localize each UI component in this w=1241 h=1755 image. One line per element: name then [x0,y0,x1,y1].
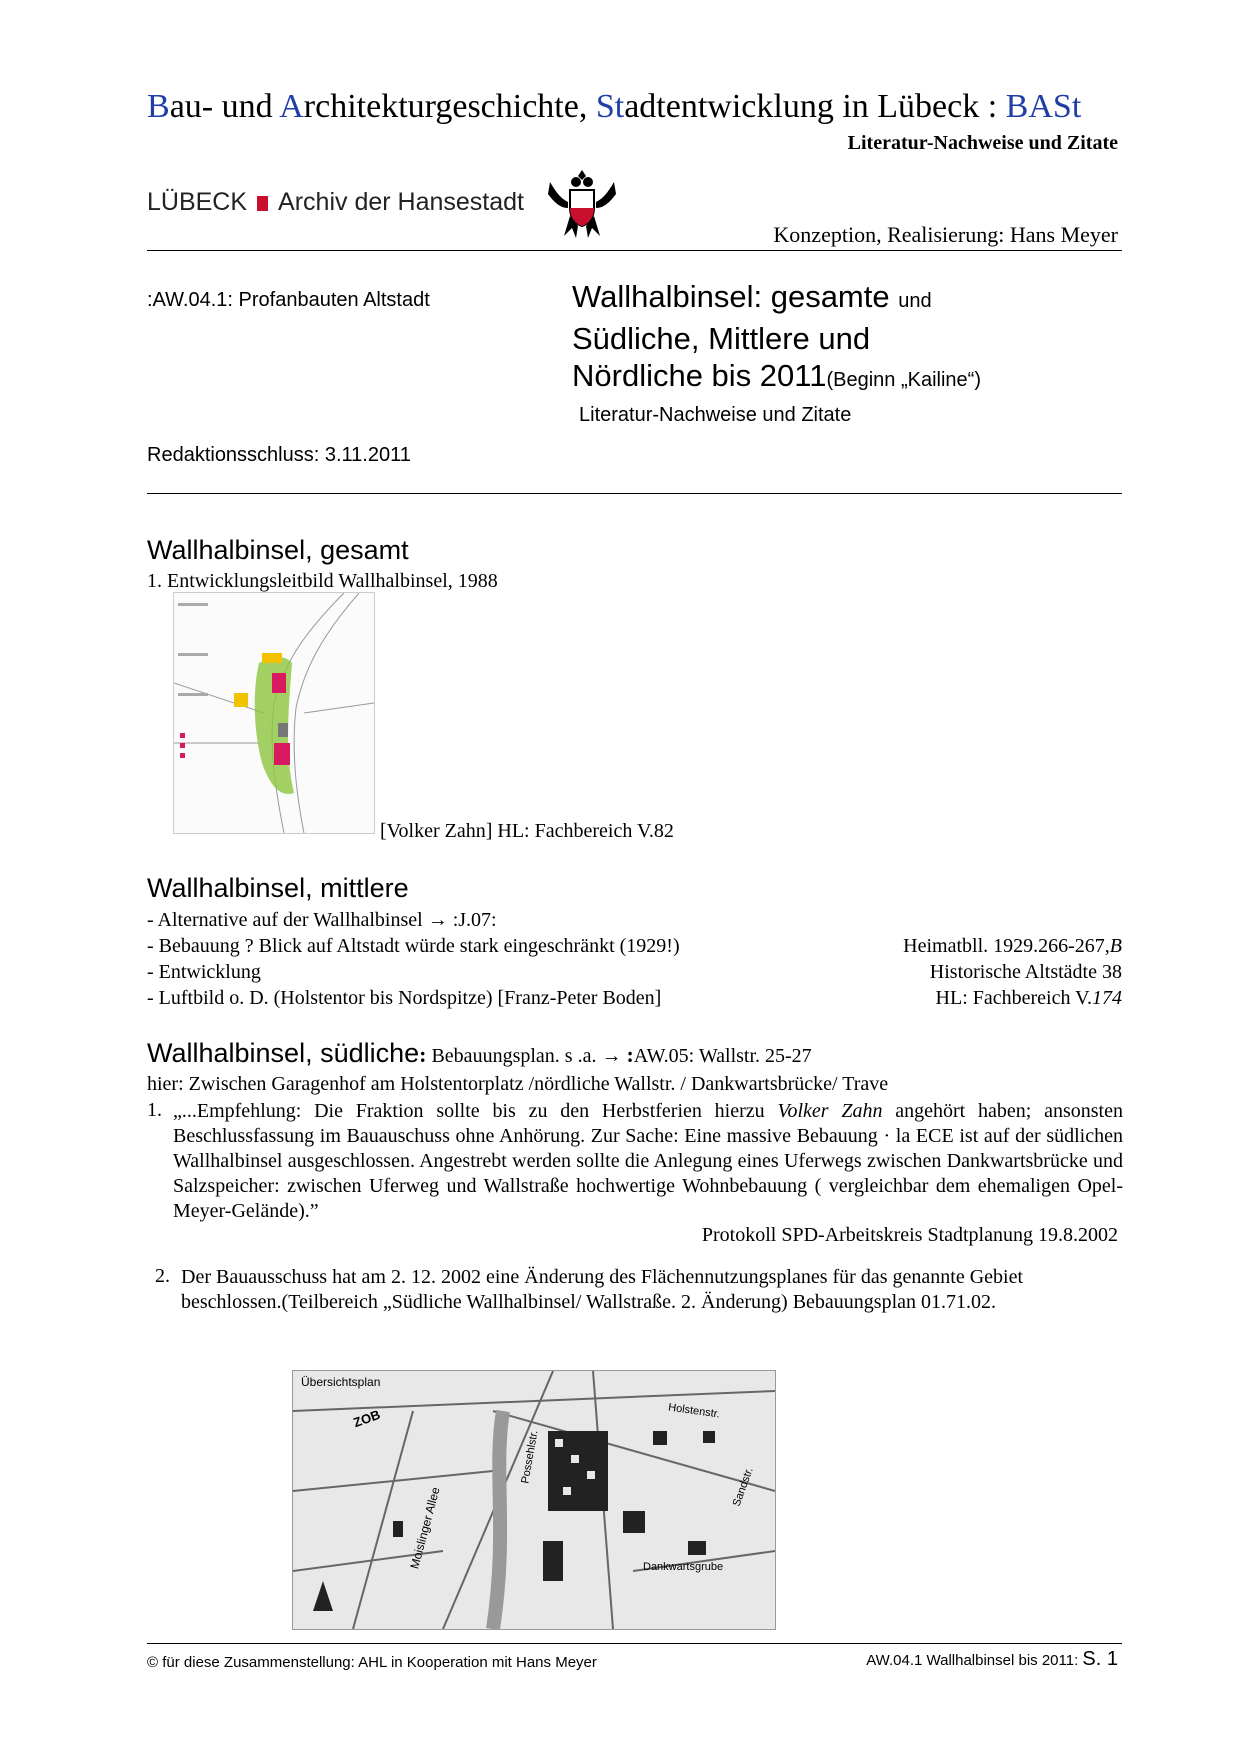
document-subtitle: Literatur-Nachweise und Zitate [579,404,852,426]
heading-wallhalbinsel-mittlere: Wallhalbinsel, mittlere [147,873,409,903]
doc-title-line-1-small: und [898,290,932,312]
header-divider [147,250,1122,251]
logo-luebeck: LÜBECK [147,188,248,216]
redaktion-date: Redaktionsschluss: 3.11.2011 [147,444,411,466]
quote-italic-name: Volker Zahn [777,1100,883,1122]
archive-logo [147,188,524,217]
doc-title-line-3: Nördliche bis 2011 [572,358,827,393]
map-label: Sandstr. [730,1465,756,1509]
site-subtitle: Literatur-Nachweise und Zitate [847,132,1118,154]
uebersichtsplan-map [292,1370,776,1630]
site-title-part: adtentwicklung in Lübeck : [624,88,1006,125]
doc-title-line-1: Wallhalbinsel: gesamte [572,279,890,314]
logo-archiv: Archiv der Hansestadt [278,188,524,216]
heading-ref-target: AW.05: Wallstr. 25-27 [633,1045,812,1067]
row-source-text: Heimatbll. 1929.266-267, [903,935,1110,957]
site-title-part: rchitekturgeschichte, [303,88,596,125]
site-title-part: B [147,88,170,125]
heading-wallhalbinsel-suedliche-line [147,1038,812,1069]
footer-copyright: © für diese Zusammenstellung: AHL in Kooperation mit Hans Meyer [147,1654,597,1671]
item-number: 1. [147,1099,162,1121]
row-text: - Alternative auf der Wallhalbinsel → :J.07: [147,909,497,931]
heading-wallhalbinsel-gesamt: Wallhalbinsel, gesamt [147,535,409,565]
site-title [147,88,1081,126]
row-text: - Luftbild o. D. (Holstentor bis Nordspitze) [Franz-Peter Boden] [147,987,662,1009]
red-square-icon [257,196,268,211]
map-title: Übersichtsplan [301,1375,381,1389]
row-source-italic: B [1109,935,1122,957]
document-title [572,278,981,399]
map-label: Dankwartsgrube [643,1561,724,1573]
map-label: Possehlstr. [519,1429,541,1485]
row-text: - Bebauung ? Blick auf Altstadt würde stark eingeschränkt (1929!) [147,935,680,957]
row-source [936,987,1122,1010]
quote-source: Protokoll SPD-Arbeitskreis Stadtplanung 19.8.2002 [701,1224,1118,1246]
row-source [903,935,1122,958]
quote-text-a: „...Empfehlung: Die Fraktion sollte bis zu den Herbstferien hierzu [173,1100,778,1122]
map1-caption: [Volker Zahn] HL: Fachbereich V.82 [380,820,674,842]
page-number: S. 1 [1082,1648,1118,1670]
footer-doc-ref: AW.04.1 Wallhalbinsel bis 2011: [866,1652,1079,1669]
site-title-part: au- und [169,88,280,125]
map-label: Moislinger Allee [407,1485,443,1571]
heading-colon: : [419,1042,427,1067]
hier-line: hier: Zwischen Garagenhof am Holstentorplatz /nördliche Wallstr. / Dankwartsbrücke/ Trave [147,1073,889,1095]
heading-ref-colon: : [626,1042,634,1067]
site-title-part: St [595,88,625,125]
heading-wallhalbinsel-suedliche: Wallhalbinsel, südliche [147,1038,420,1068]
doc-title-line-2: Südliche, Mittlere und [572,321,871,356]
entwicklungsleitbild-item: 1. Entwicklungsleitbild Wallhalbinsel, 1988 [147,570,498,592]
konzeption-credit: Konzeption, Realisierung: Hans Meyer [773,222,1118,247]
site-title-part: A [279,88,304,125]
doc-title-line-3-small: (Beginn „Kailine“) [826,369,981,391]
meta-divider [147,493,1122,494]
footer-page-info [866,1648,1118,1671]
map-label: ZOB [351,1406,383,1431]
site-title-part: BASt [1005,88,1082,125]
row-text: - Entwicklung [147,961,261,983]
row-source: Historische Altstädte 38 [929,961,1122,983]
bauausschuss-paragraph: Der Bauausschuss hat am 2. 12. 2002 eine Änderung des Flächennutzungsplanes für das genannte Gebiet beschlossen.(Teilbereich „Südliche Wallhalbinsel/ Wallstraße. 2. Änderung) Bebauungsplan 01.71.02. [181,1266,1024,1313]
section-code: :AW.04.1: Profanbauten Altstadt [147,289,430,311]
row-source-text: HL: Fachbereich V. [935,987,1092,1009]
quote-paragraph [173,1099,1123,1224]
map-label: Holstenstr. [667,1401,721,1421]
heading-ref-text: Bebauungsplan. s .a. → [426,1045,627,1067]
quote-text-b: angehört haben; ansonsten Beschlussfassung im Bauauschuss ohne Anhörung. Zur Sache: Eine massive Bebauung · la ECE ist auf der südlichen Wallhalbinsel ausgeschlossen. Angestrebt werden sollte die Anlegung eines Uferwegs zwischen Dankwartsbrücke und Salzspeicher: zwischen Uferweg und Wallstraße hochwertige Wohnbebauung ( vergleichbar dem ehemaligen Opel-Meyer-Gelände).” [173,1100,1123,1222]
entwicklungsleitbild-map [173,592,375,834]
row-source-italic: 174 [1092,987,1122,1009]
eagle-icon [546,168,618,240]
footer-divider [147,1643,1122,1644]
item-number: 2. [155,1265,170,1287]
